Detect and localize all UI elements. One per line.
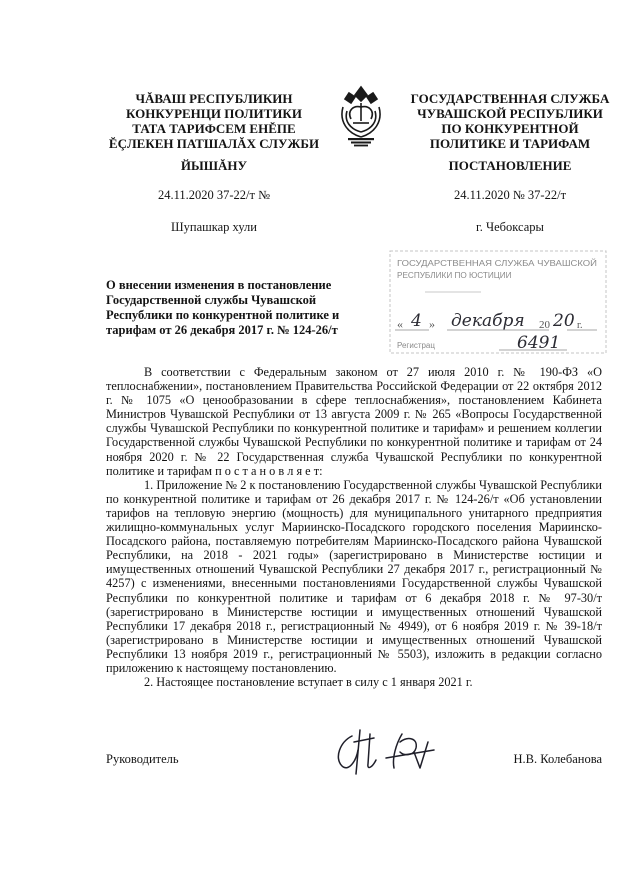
chuvash-emblem-icon — [331, 77, 391, 147]
header-left-line: ĔÇЛЕКЕН ПАТШАЛĂХ СЛУЖБИ — [108, 136, 320, 151]
body-paragraph-item-1: 1. Приложение № 2 к постановлению Государственной службы Чувашской Республики по конкурентной политике и тарифам от 26 декабря 2017 г. № 124-26/т «Об установлении тарифов на тепловую энергию (мощность) для муниципального унитарного предприятия жилищно-коммунальных услуг Мариинско-Посадского городского поселения Мариинско-Посадского района, поставляемую потребителям Мариинско-Посадского района Чувашской Республики, на 2018 - 2021 годы» (зарегистрировано в Министерстве юстиции и имущественных отношений Чувашской Республики 27 декабря 2017 г., регистрационный № 4257) с изменениями, внесенными постановлениями Государственной службы Чувашской Республики по конкурентной политике и тарифам от 6 декабря 2018 г. № 97-30/т (зарегистрировано в Министерстве юстиции и имущественных отношений Чувашской Республики 17 декабря 2018 г., регистрационный № 4949), от 6 ноября 2019 г. № 39-18/т (зарегистрировано в Министерстве юстиции и имущественных отношений Чувашской Республики 13 ноября 2019 г., регистрационный № 5503), изложить в редакции согласно приложению к настоящему постановлению. — [106, 477, 602, 675]
header-right-line: ПО КОНКУРЕНТНОЙ — [441, 121, 579, 136]
title-line: Государственной службы Чувашской — [106, 293, 317, 307]
stamp-org-line: РЕСПУБЛИКИ ПО ЮСТИЦИИ — [397, 271, 512, 280]
handwritten-signature-icon — [330, 724, 446, 780]
svg-text:»: » — [429, 317, 435, 331]
city-chuvash: Шупашкар хули — [171, 220, 257, 234]
header-right-line: ГОСУДАРСТВЕННАЯ СЛУЖБА — [410, 91, 610, 106]
title-line: О внесении изменения в постановление — [106, 278, 332, 292]
header-left-line: ТАТА ТАРИФСЕМ ЕНĔПЕ — [132, 121, 296, 136]
signer-role: Руководитель — [106, 752, 179, 766]
doc-number-left: 24.11.2020 37-22/т № — [157, 188, 271, 202]
svg-text:«: « — [397, 317, 403, 331]
header-right-line: ЧУВАШСКОЙ РЕСПУБЛИКИ — [417, 106, 603, 121]
signer-name: Н.В. Колебанова — [513, 752, 602, 766]
stamp-year-mark: г. — [577, 320, 583, 331]
body-paragraph-preamble: В соответствии с Федеральным законом от 27 июля 2010 г. № 190-ФЗ «О теплоснабжении», постановлением Правительства Российской Федерации от 22 октября 2012 г. № 1075 «О ценообразовании в сфере теплоснабжения», постановлением Кабинета Министров Чувашской Республики от 13 августа 2009 г. № 265 «Вопросы Государственной службы Чувашской Республики по конкурентной политике и тарифам» и решением коллегии Государственной службы Чувашской Республики по конкурентной политике и тарифам от 24 ноября 2020 г. № 22 Государственная служба Чувашской Республики по конкурентной политике и тарифам п о с т а н о в л я е т: — [106, 365, 602, 478]
city-russian: г. Чебоксары — [476, 220, 544, 234]
header-left-line: ЧĂВАШ РЕСПУБЛИКИН — [135, 91, 293, 106]
stamp-org-line: ГОСУДАРСТВЕННАЯ СЛУЖБА ЧУВАШСКОЙ — [397, 259, 570, 268]
title-line: Республики по конкурентной политике и — [106, 308, 340, 322]
doc-number-right: 24.11.2020 № 37-22/т — [453, 188, 567, 202]
stamp-year-suffix: 20 — [553, 311, 575, 331]
header-right-org — [406, 91, 614, 151]
stamp-year-prefix: 20 — [539, 319, 550, 331]
header-left-line: КОНКУРЕНЦИ ПОЛИТИКИ — [126, 106, 302, 121]
document-title — [106, 278, 368, 338]
stamp-reg-number: 6491 — [517, 333, 561, 353]
header-right-line: ПОЛИТИКЕ И ТАРИФАМ — [429, 136, 591, 151]
header-left-org — [96, 91, 332, 151]
stamp-reg-label: Регистрац — [397, 341, 435, 350]
doc-type-russian: ПОСТАНОВЛЕНИЕ — [448, 158, 572, 173]
registration-stamp — [389, 250, 607, 354]
document-body — [106, 365, 602, 689]
body-paragraph-item-2: 2. Настоящее постановление вступает в силу с 1 января 2021 г. — [144, 675, 473, 690]
doc-type-chuvash: ЙЫШĂНУ — [180, 158, 248, 173]
stamp-day: 4 — [411, 311, 422, 331]
title-line: тарифам от 26 декабря 2017 г. № 124-26/т — [106, 323, 338, 337]
stamp-month: декабря — [451, 311, 525, 331]
